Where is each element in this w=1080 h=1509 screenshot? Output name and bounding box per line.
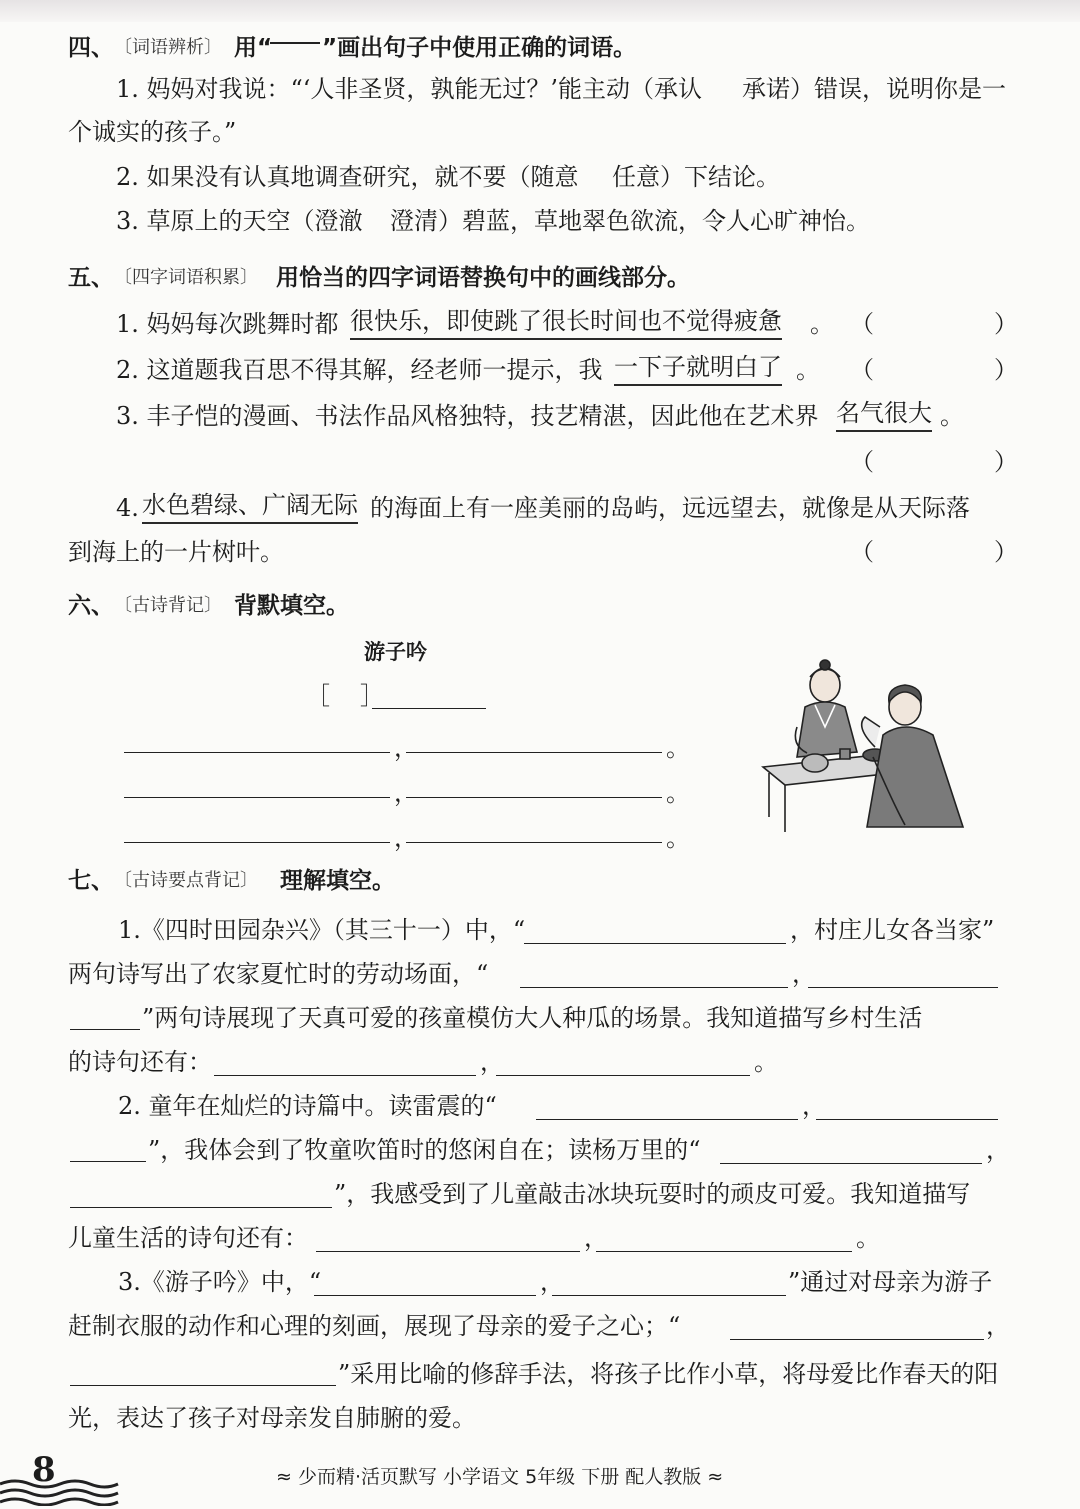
answer-blank[interactable] [816, 1119, 998, 1120]
underlined-phrase: 名气很大 [836, 396, 932, 432]
underlined-phrase: 水色碧绿、广阔无际 [142, 488, 358, 524]
question-text: ”两句诗展现了天真可爱的孩童模仿大人种瓜的场景。我知道描写乡村生活 [142, 1004, 923, 1032]
question-text: ， [584, 1224, 608, 1252]
question-text: 。 [796, 356, 820, 384]
question-7-2-line4 [0, 1218, 1080, 1258]
page-number: 8 [32, 1450, 56, 1490]
answer-blank[interactable] [536, 1119, 798, 1120]
question-text: 3.《游子吟》中，“ [118, 1268, 322, 1296]
question-7-1-line2 [0, 954, 1080, 994]
question-7-3 [0, 1262, 1080, 1302]
period: 。 [666, 734, 690, 762]
question-text: 的海面上有一座美丽的岛屿，远远望去，就像是从天际落 [370, 494, 970, 522]
page-top-edge [0, 0, 1080, 22]
question-text: ， [986, 1136, 1010, 1164]
section-number: 七、 [68, 868, 114, 894]
question-5-1 [0, 304, 1080, 344]
question-text: 2. 如果没有认真地调查研究，就不要（随意 [116, 163, 579, 191]
poem-line-blank[interactable] [406, 797, 662, 798]
question-text: 1.《四时田园杂兴》（其三十一）中，“ [118, 916, 526, 944]
question-text: 2. 这道题我百思不得其解，经老师一提示，我 [116, 356, 603, 384]
answer-blank[interactable] [316, 1251, 580, 1252]
section-number: 六、 [68, 593, 114, 619]
poem-title: 游子吟 [364, 640, 427, 664]
question-text: 。 [940, 402, 964, 430]
question-text: ，村庄儿女各当家” [790, 916, 995, 944]
period: 。 [666, 779, 690, 807]
question-text: ， [986, 1312, 1010, 1340]
answer-blank[interactable] [552, 1295, 786, 1296]
question-text: 个诚实的孩子。” [68, 118, 237, 146]
question-text: 澄清）碧蓝，草地翠色欲流，令人心旷神怡。 [390, 207, 870, 235]
question-text: 1. 妈妈每次跳舞时都 [116, 310, 339, 338]
question-7-2 [0, 1086, 1080, 1126]
question-4-2 [0, 157, 1080, 197]
answer-paren-right: ） [994, 356, 1018, 384]
section-4-heading [0, 28, 1080, 68]
answer-paren-right: ） [994, 448, 1018, 476]
question-7-3-line2 [0, 1306, 1080, 1346]
answer-blank[interactable] [596, 1251, 852, 1252]
section-number: 四、 [68, 35, 114, 61]
question-text: ， [540, 1268, 564, 1296]
answer-blank[interactable] [808, 987, 998, 988]
question-text: 光，表达了孩子对母亲发自肺腑的爱。 [68, 1404, 476, 1432]
section-number: 五、 [68, 265, 114, 291]
question-text: ， [480, 1048, 504, 1076]
answer-blank[interactable] [314, 1295, 536, 1296]
poem-line-blank[interactable] [406, 752, 662, 753]
question-7-3-line3 [0, 1354, 1080, 1394]
bracket-left: ［ [306, 682, 330, 710]
answer-blank[interactable] [70, 1207, 332, 1208]
mother-sewing-illustration [755, 657, 970, 837]
sample-underline [270, 42, 320, 44]
answer-paren-left: （ [850, 448, 874, 476]
underlined-phrase: 很快乐，即使跳了很长时间也不觉得疲惫 [350, 304, 782, 340]
question-5-3-answer [0, 442, 1080, 482]
question-text: 3. 草原上的天空（澄澈 [116, 207, 363, 235]
question-text: 2. 童年在灿烂的诗篇中。读雷震的“ [118, 1092, 497, 1120]
answer-blank[interactable] [496, 1075, 750, 1076]
question-4-1 [0, 69, 1080, 109]
period: 。 [666, 824, 690, 852]
answer-paren-left: （ [850, 356, 874, 384]
answer-blank[interactable] [70, 1161, 146, 1162]
comma: ， [394, 734, 418, 762]
question-text: 4. [116, 494, 139, 522]
answer-blank[interactable] [730, 1339, 984, 1340]
question-text: 儿童生活的诗句还有： [68, 1224, 308, 1252]
section-5-heading [0, 258, 1080, 298]
question-text: 任意）下结论。 [612, 163, 780, 191]
bracket-right: ］ [360, 682, 384, 710]
question-text: 。 [810, 310, 834, 338]
section-tag: 〔词语辨析〕 [114, 37, 222, 58]
question-text: ， [802, 1092, 826, 1120]
poem-line-blank[interactable] [406, 842, 662, 843]
question-7-1-line3 [0, 998, 1080, 1038]
section-tag: 〔四字词语积累〕 [114, 267, 258, 288]
question-text: ”，我感受到了儿童敲击冰块玩耍时的顽皮可爱。我知道描写 [334, 1180, 971, 1208]
question-7-2-line2 [0, 1130, 1080, 1170]
question-7-3-line4 [0, 1398, 1080, 1438]
question-text: 的诗句还有： [68, 1048, 212, 1076]
question-5-4 [0, 488, 1080, 528]
question-text: 承诺）错误，说明你是一 [742, 75, 1006, 103]
underlined-phrase: 一下子就明白了 [614, 350, 782, 386]
answer-paren-left: （ [850, 310, 874, 338]
section-title: 背默填空。 [234, 593, 349, 619]
section-tag: 〔古诗背记〕 [114, 595, 222, 616]
comma: ， [394, 824, 418, 852]
question-text: ”采用比喻的修辞手法，将孩子比作小草，将母爱比作春天的阳 [338, 1360, 999, 1388]
answer-paren-left: （ [850, 538, 874, 566]
question-text: 赶制衣服的动作和心理的刻画，展现了母亲的爱子之心；“ [68, 1312, 681, 1340]
answer-blank[interactable] [720, 1163, 982, 1164]
question-text: 。 [754, 1048, 778, 1076]
question-text: 两句诗写出了农家夏忙时的劳动场面，“ [68, 960, 489, 988]
footer-wave-decoration [0, 1478, 120, 1506]
question-text: 1. 妈妈对我说：“‘人非圣贤，孰能无过？’能主动（承认 [116, 75, 703, 103]
question-text: ”通过对母亲为游子 [788, 1268, 993, 1296]
question-7-2-line3 [0, 1174, 1080, 1214]
answer-blank[interactable] [520, 987, 788, 988]
question-text: 3. 丰子恺的漫画、书法作品风格独特，技艺精湛，因此他在艺术界 [116, 402, 819, 430]
footer-book-info: ≈ 少而精·活页默写 小学语文 5年级 下册 配人教版 ≈ [276, 1466, 724, 1488]
question-5-2 [0, 350, 1080, 390]
question-text: 到海上的一片树叶。 [68, 538, 284, 566]
answer-paren-right: ） [994, 310, 1018, 338]
question-text: ”，我体会到了牧童吹笛时的悠闲自在；读杨万里的“ [148, 1136, 701, 1164]
answer-blank[interactable] [214, 1075, 476, 1076]
section-7-heading [0, 861, 1080, 901]
section-title: ”画出句子中使用正确的词语。 [322, 35, 637, 61]
answer-paren-right: ） [994, 538, 1018, 566]
answer-blank[interactable] [70, 1385, 336, 1386]
section-6-heading [0, 586, 1080, 626]
answer-blank[interactable] [70, 1029, 140, 1030]
question-7-1 [0, 910, 1080, 950]
section-tag: 〔古诗要点背记〕 [114, 870, 258, 891]
section-title: 用恰当的四字词语替换句中的画线部分。 [276, 265, 690, 291]
question-text: 。 [856, 1224, 880, 1252]
question-7-1-line4 [0, 1042, 1080, 1082]
comma: ， [394, 779, 418, 807]
question-5-4-cont [0, 532, 1080, 572]
question-5-3 [0, 396, 1080, 436]
question-text: ， [792, 960, 816, 988]
question-4-3 [0, 201, 1080, 241]
section-title: 用“ [234, 35, 273, 61]
section-title: 理解填空。 [280, 868, 395, 894]
answer-blank[interactable] [524, 943, 786, 944]
question-4-1-cont [0, 112, 1080, 152]
poet-answer-blank[interactable] [372, 708, 486, 709]
